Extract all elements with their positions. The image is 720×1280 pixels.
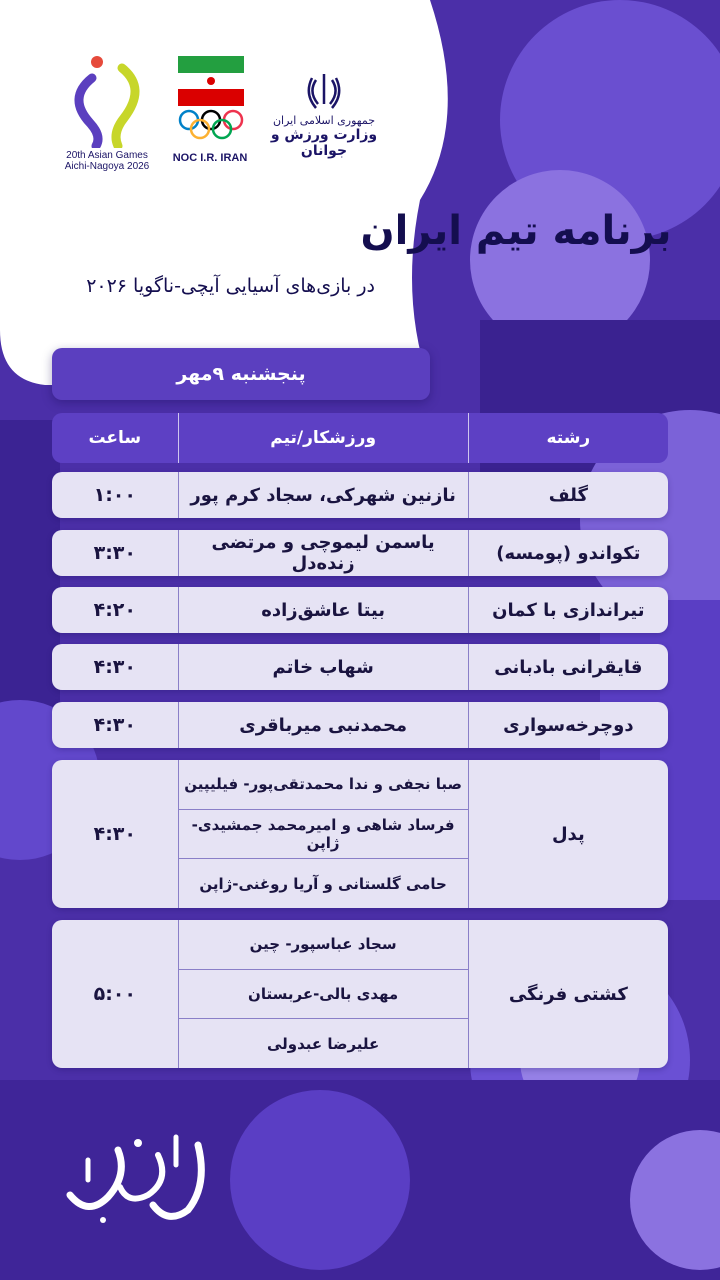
iran-flag-icon — [178, 56, 244, 106]
athlete-cell: یاسمن لیموچی و مرتضی زنده‌دل — [178, 530, 469, 576]
header-panel — [0, 0, 720, 385]
athlete-cell: بیتا عاشق‌زاده — [178, 587, 469, 633]
iran-emblem-icon — [304, 70, 344, 110]
page-title: برنامه تیم ایران — [360, 208, 672, 254]
athlete-line: حامی گلستانی و آریا روغنی-ژاپن — [199, 874, 447, 893]
table-row — [52, 760, 668, 908]
olympic-rings-icon — [176, 108, 246, 142]
ministry-logo — [262, 70, 386, 170]
table-row — [52, 644, 668, 690]
athlete-line: صبا نجفی و ندا محمدتقی‌پور- فیلیپین — [179, 760, 468, 810]
table-header — [52, 413, 668, 463]
sport-cell: کشتی فرنگی — [508, 983, 628, 1005]
athlete-cell: شهاب خاتم — [178, 644, 469, 690]
time-cell: ۴:۳۰ — [93, 823, 136, 845]
sport-cell: تکواندو (پومسه) — [496, 542, 641, 564]
column-header-sport: رشته — [546, 428, 591, 448]
athlete-line: علیرضا عبدولی — [266, 1034, 380, 1053]
ministry-line1: جمهوری اسلامی ایران — [272, 114, 376, 127]
athlete-line: مهدی بالی-عربستان — [179, 970, 468, 1020]
time-cell: ۵:۰۰ — [93, 983, 136, 1005]
athlete-line: سجاد عباسپور- چین — [179, 920, 468, 970]
ministry-line2: وزارت ورزش و جوانان — [270, 127, 378, 159]
asian-games-logo — [52, 48, 162, 172]
table-row — [52, 530, 668, 576]
sport-cell: تیراندازی با کمان — [492, 599, 645, 621]
athlete-cell — [178, 920, 469, 1068]
table-row — [52, 702, 668, 748]
noc-label: NOC I.R. IRAN — [172, 152, 248, 164]
column-header-time: ساعت — [88, 428, 142, 448]
sport-cell: گلف — [548, 484, 588, 506]
brand-logo — [58, 1125, 218, 1235]
time-cell: ۴:۳۰ — [93, 714, 136, 736]
time-cell: ۱:۰۰ — [93, 484, 136, 506]
time-cell: ۳:۳۰ — [93, 542, 136, 564]
athlete-line: فرساد شاهی و امیرمحمد جمشیدی-ژاپن — [179, 810, 468, 860]
asian-games-line2: Aichi-Nagoya 2026 — [64, 161, 150, 172]
sport-cell: قایقرانی بادبانی — [494, 656, 643, 678]
date-bar: پنجشنبه ۹مهر — [52, 348, 430, 400]
sport-cell: دوچرخه‌سواری — [503, 714, 634, 736]
noc-logo — [170, 52, 250, 172]
athlete-cell — [178, 760, 469, 908]
time-cell: ۴:۲۰ — [93, 599, 136, 621]
column-header-athlete: ورزشکار/تیم — [178, 413, 469, 463]
athlete-cell: محمدنبی میرباقری — [178, 702, 469, 748]
table-row — [52, 472, 668, 518]
asian-games-line1: 20th Asian Games — [66, 150, 148, 161]
athlete-cell: نازنین شهرکی، سجاد کرم پور — [178, 472, 469, 518]
table-row — [52, 920, 668, 1068]
time-cell: ۴:۳۰ — [93, 656, 136, 678]
table-row — [52, 587, 668, 633]
sport-cell: پدل — [551, 823, 585, 845]
page-subtitle: در بازی‌های آسیایی آیچی-ناگویا ۲۰۲۶ — [86, 275, 375, 297]
